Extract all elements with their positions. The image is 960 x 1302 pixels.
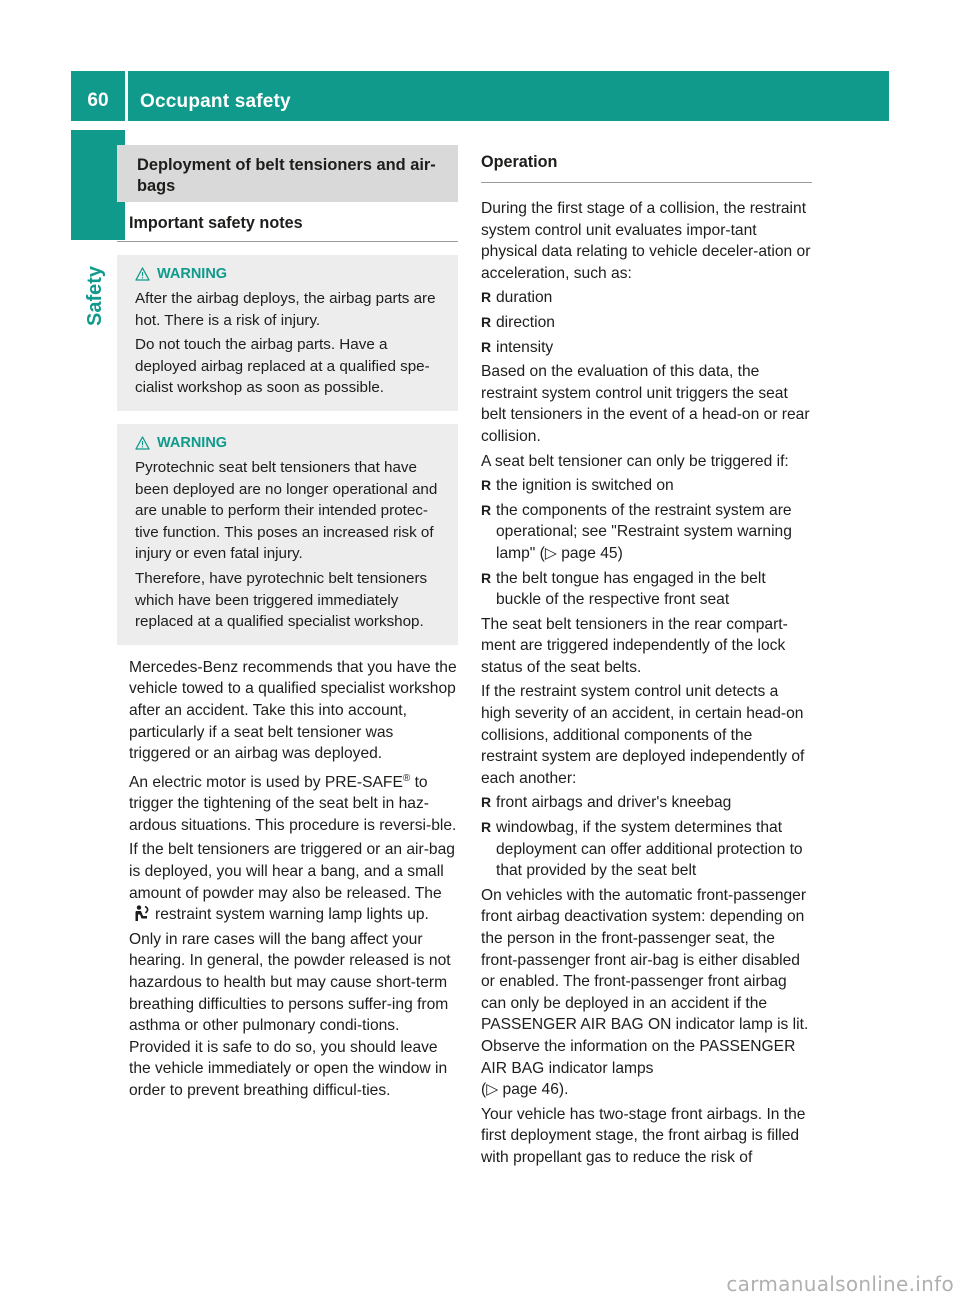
warning-text: Pyrotechnic seat belt tensioners that have been deployed are no longer operational and are unable to perform their intended protec-tive function. This poses an increased risk of injury or even fatal injury. xyxy=(135,458,438,563)
page-title: Occupant safety xyxy=(140,91,291,112)
body-paragraph xyxy=(481,885,812,1101)
warning-triangle-icon xyxy=(135,267,150,281)
text-run: to trigger the tightening of the seat belt in haz-ardous situations. This procedure is reversi-ble. xyxy=(129,773,457,834)
subheading-operation: Operation xyxy=(481,152,812,183)
list-item: R the belt tongue has engaged in the belt buckle of the respective front seat xyxy=(481,568,812,611)
text-run: If the belt tensioners are triggered or an air-bag is deployed, you will hear a bang, and a small amount of powder may also be released. The xyxy=(129,841,455,902)
side-section-label: Safety xyxy=(84,265,106,326)
page-reference-link[interactable]: page 46). xyxy=(498,1081,569,1099)
text-run: On vehicles with the automatic front-passenger front airbag deactivation system: depending on the person in the front-passenger seat, the front-passenger front air-bag is either disabled or enabled. The front-passenger front airbag can only be deployed in an accident if the PASSENGER AIR BAG ON indicator lamp is lit. Observe the information on the PASSENGER AIR BAG indicator lamps xyxy=(481,886,809,1077)
registered-mark: ® xyxy=(402,772,411,784)
text-run: ( xyxy=(481,1081,487,1099)
warning-triangle-icon xyxy=(135,436,150,450)
body-paragraph xyxy=(129,839,458,925)
warning-label: WARNING xyxy=(157,434,228,451)
body-paragraph: The seat belt tensioners in the rear compart-ment are triggered independently of the lock status of the seat belts. xyxy=(481,615,788,676)
warning-label: WARNING xyxy=(157,266,228,282)
restraint-system-warning-lamp-icon xyxy=(132,905,152,922)
list-item: R direction xyxy=(481,312,812,334)
list-item: R intensity xyxy=(481,337,812,359)
header-divider xyxy=(125,71,128,121)
bullet-list-additional-components xyxy=(481,792,812,881)
body-paragraph: Your vehicle has two-stage front airbags. In the first deployment stage, the front airbag is filled with propellant gas to reduce the risk of xyxy=(481,1105,806,1166)
page-reference-link[interactable]: page 45) xyxy=(556,544,623,562)
section-heading: Deployment of belt tensioners and air-bags xyxy=(117,145,458,202)
body-paragraph: Based on the evaluation of this data, the restraint system control unit triggers the seat belt tensioners in the event of a head-on or rear collision. xyxy=(481,363,810,445)
page-reference-arrow-icon: ▷ xyxy=(486,1081,499,1099)
left-column xyxy=(117,145,458,1105)
list-item: R the ignition is switched on xyxy=(481,475,812,497)
warning-box-airbag-hot xyxy=(117,255,458,411)
list-item: R front airbags and driver's kneebag xyxy=(481,792,812,814)
warning-box-belt-tensioners xyxy=(117,424,458,645)
page-reference-arrow-icon: ▷ xyxy=(544,544,557,562)
page-number: 60 xyxy=(87,90,109,111)
warning-text: After the airbag deploys, the airbag parts are hot. There is a risk of injury. xyxy=(135,290,436,329)
text-run: restraint system warning lamp lights up. xyxy=(155,906,429,924)
body-paragraph: If the restraint system control unit detects a high severity of an accident, in certain head-on collisions, additional components of the restraint system are deployed independently of each another: xyxy=(481,683,805,787)
warning-text: Therefore, have pyrotechnic belt tensioners which have been triggered immediately replaced at a qualified specialist workshop. xyxy=(135,569,428,631)
subheading-safety-notes: Important safety notes xyxy=(117,213,458,242)
bullet-list-trigger-conditions xyxy=(481,475,812,611)
body-paragraph: A seat belt tensioner can only be triggered if: xyxy=(481,452,789,470)
warning-title xyxy=(135,434,448,452)
body-paragraph xyxy=(129,768,458,837)
bullet-list-data-types xyxy=(481,287,812,358)
warning-title xyxy=(135,265,448,283)
body-paragraph: Only in rare cases will the bang affect your hearing. In general, the powder released is not hazardous to health but may cause short-term breathing difficulties to persons suffer-ing from asthma or other pulmonary condi-tions. Provided it is safe to do so, you should leave the vehicle immediately or open the window in order to prevent breathing difficul-ties. xyxy=(129,930,451,1099)
warning-text: Do not touch the airbag parts. Have a deployed airbag replaced at a qualified spe-cialist workshop as soon as possible. xyxy=(135,336,430,397)
body-paragraph: During the first stage of a collision, the restraint system control unit evaluates impor-tant physical data relating to vehicle deceler-ation or acceleration, such as: xyxy=(481,200,811,282)
list-item xyxy=(481,500,812,565)
body-paragraph: Mercedes-Benz recommends that you have the vehicle towed to a qualified specialist workshop after an accident. Take this into account, particularly if a seat belt tensioner was triggered or an airbag was deployed. xyxy=(129,658,457,763)
list-item: R windowbag, if the system determines that deployment can offer additional protection to that provided by the seat belt xyxy=(481,817,812,882)
list-item: R duration xyxy=(481,287,812,309)
text-run: the components of the restraint system are operational; see "Restraint system warning lamp" ( xyxy=(496,501,792,562)
watermark: carmanualsonline.info xyxy=(726,1272,954,1296)
text-run: An electric motor is used by PRE-SAFE xyxy=(129,773,403,791)
right-column xyxy=(481,145,812,1172)
